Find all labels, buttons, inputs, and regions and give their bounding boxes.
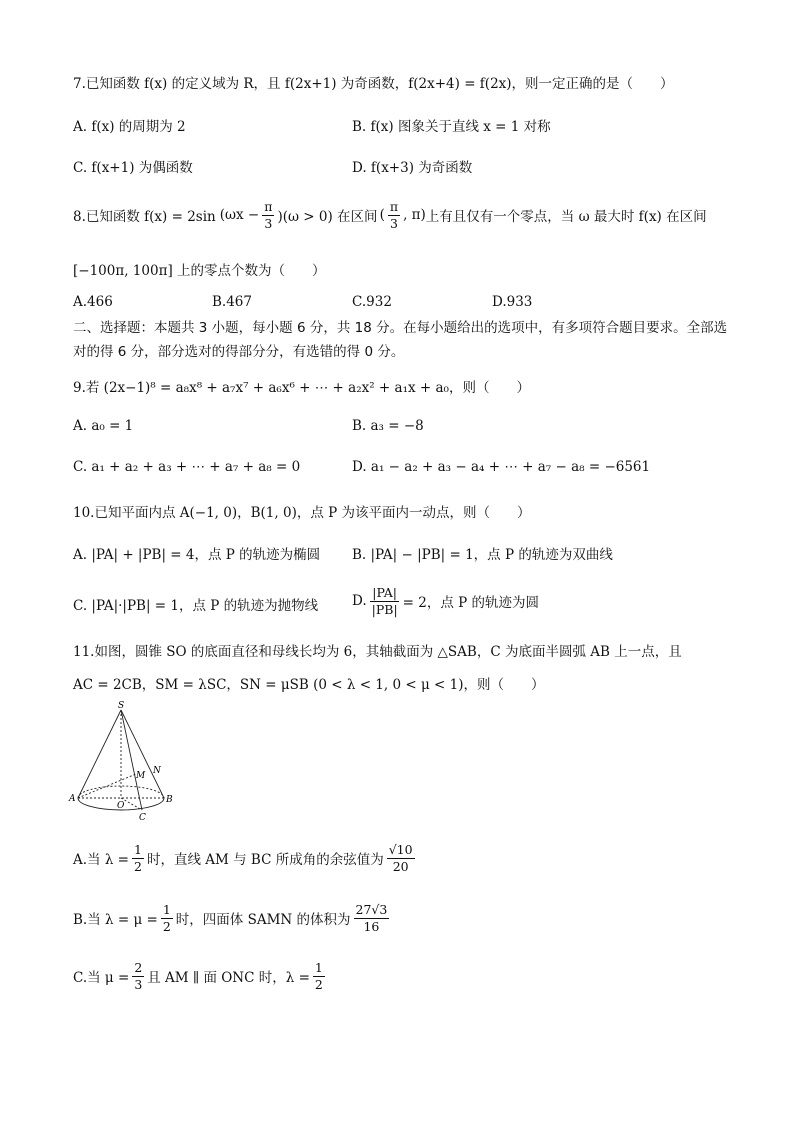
q11-option-a [73,835,418,881]
q10-option-d [352,578,539,624]
q7-option-c: C. f(x+1) 为偶函数 [73,160,193,176]
q8-stem-after: 上有且仅有一个零点，当 ω 最大时 f(x) 在区间 [425,209,707,225]
q8-stem-before: 8.已知函数 f(x) = 2sin [73,209,216,225]
q10-option-d-suffix: = 2，点 P 的轨迹为圆 [402,595,540,611]
q11-option-b-value-num: 27√3 [355,902,388,918]
cone-figure [66,700,186,825]
q11-option-b-lambda-num: 1 [162,902,171,918]
q11-option-b [73,895,392,941]
q8-stem-line2: [−100π, 100π] 上的零点个数为（ ） [73,263,326,279]
q11-option-a-value-den: 20 [392,858,409,874]
generatrix-sa [78,710,121,798]
q11-option-c [73,953,328,999]
q8-interval-close: , π) [403,207,426,223]
q11-option-b-mid: 时，四面体 SAMN 的体积为 [175,912,351,928]
q8-frac2-den: 3 [389,215,398,231]
label-m: M [136,771,146,781]
q7-stem: 7.已知函数 f(x) 的定义域为 R，且 f(2x+1) 为奇函数，f(2x+4) = f(2x)，则一定正确的是（ ） [73,76,674,92]
q10-option-a: A. |PA| + |PB| = 4，点 P 的轨迹为椭圆 [73,547,321,563]
q8-stem-mid: )(ω > 0) 在区间 [277,209,378,225]
q11-option-c-value [313,961,325,990]
q8-frac2-num: π [389,199,399,215]
q9-option-c: C. a₁ + a₂ + a₃ + ⋯ + a₇ + a₈ = 0 [73,459,301,475]
q8-frac-pi-over-3 [262,200,274,229]
q8-option-d: D.933 [492,294,533,310]
section-2-instructions: 二、选择题：本题共 3 小题，每小题 6 分，共 18 分。在每小题给出的选项中，有多项符合题目要求。全部选对的得 6 分，部分选对的得部分分，有选错的得 0 分。 [73,320,728,360]
q11-option-a-lambda-num: 1 [134,842,142,858]
q11-option-a-lambda-den: 2 [134,858,142,874]
q8-option-c: C.932 [352,294,392,310]
q11-option-b-value-den: 16 [363,918,380,934]
q11-option-a-mid: 时，直线 AM 与 BC 所成角的余弦值为 [146,852,384,868]
q8-frac1-den: 3 [264,215,273,231]
q9-option-d: D. a₁ − a₂ + a₃ − a₄ + ⋯ + a₇ − a₈ = −6561 [352,459,651,475]
q9-option-b: B. a₃ = −8 [352,418,424,434]
label-n: N [153,766,161,776]
q8-interval-open: ( [379,207,385,223]
label-s: S [118,701,125,711]
q11-stem: 11.如图，圆锥 SO 的底面直径和母线长均为 6，其轴截面为 △SAB，C 为底面半圆弧 AB 上一点，且 [73,644,682,660]
label-a: A [69,794,76,804]
q8-option-b: B.467 [212,294,252,310]
q10-option-c: C. |PA|·|PB| = 1，点 P 的轨迹为抛物线 [73,598,319,614]
q11-option-a-value-num: √10 [388,842,413,858]
q11-option-c-value-num: 1 [314,960,323,976]
q8-stem-line1 [73,192,707,238]
q11-option-b-lambda-den: 2 [162,918,171,934]
q10-stem: 10.已知平面内点 A(−1, 0)，B(1, 0)，点 P 为该平面内一动点，则（ ） [73,505,531,521]
q10-option-d-fraction [370,586,400,615]
q11-option-a-lambda [132,843,144,872]
q11-option-b-lambda [161,903,173,932]
q8-stem-expr: (ωx − [219,207,260,223]
q9-option-a: A. a₀ = 1 [73,418,134,434]
q11-option-c-mu-num: 2 [134,960,143,976]
label-c: C [139,813,146,823]
q10-option-b: B. |PA| − |PB| = 1，点 P 的轨迹为双曲线 [352,547,613,563]
q10-option-d-den: |PB| [371,601,398,617]
q8-option-a: A.466 [73,294,113,310]
q11-option-b-prefix: B.当 λ = μ = [73,912,158,928]
q11-option-c-value-den: 2 [314,976,323,992]
q10-option-d-num: |PA| [372,585,398,601]
segment-sc [121,710,142,810]
label-b: B [166,795,173,805]
generatrix-sb [121,710,164,798]
q11-option-c-mid: 且 AM ∥ 面 ONC 时，λ = [147,970,310,986]
q8-frac-interval [388,200,400,229]
label-o: O [117,801,125,811]
q11-option-c-mu [132,961,144,990]
q7-option-d: D. f(x+3) 为奇函数 [352,160,473,176]
q11-option-c-prefix: C.当 μ = [73,970,130,986]
q7-option-a: A. f(x) 的周期为 2 [73,119,186,135]
q8-frac1-num: π [264,199,273,215]
q11-stem-line2: AC = 2CB，SM = λSC，SN = μSB (0 < λ < 1, 0 < μ < 1)，则（ ） [73,677,545,693]
q10-option-d-prefix: D. [352,593,367,609]
q9-stem: 9.若 (2x−1)⁸ = a₈x⁸ + a₇x⁷ + a₆x⁶ + ⋯ + a₂x² + a₁x + a₀，则（ ） [73,380,530,396]
q7-option-b: B. f(x) 图象关于直线 x = 1 对称 [352,119,551,135]
q11-option-b-value [354,903,390,932]
q11-option-a-value [387,843,415,872]
q11-option-a-prefix: A.当 λ = [73,852,129,868]
q11-option-c-mu-den: 3 [134,976,143,992]
